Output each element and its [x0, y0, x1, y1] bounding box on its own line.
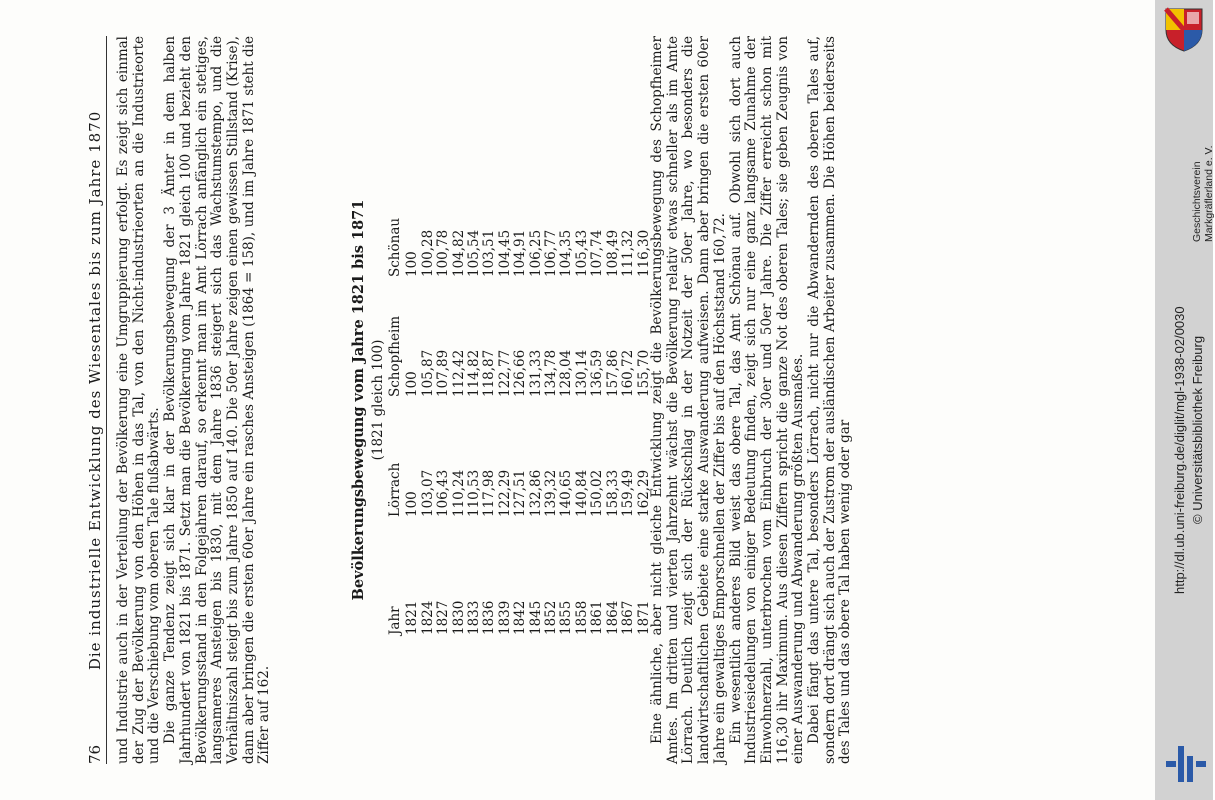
page-number: 76 [86, 744, 104, 764]
cell-schopfheim: 107,89 [435, 349, 452, 397]
header-schoenau: Schönau [387, 217, 403, 277]
paragraph-5: Dabei fängt das untere Tal, besonders Lörrach, nicht nur die Abwandernden des oberen Tales auf, sondern dort drängt sich auch der Zustrom der ausländischen Arbeiter zusammen. Die Höhen beiderseits des Tales und das obere Tal haben wenig oder gar [806, 36, 854, 764]
cell-year: 1839 [496, 600, 513, 635]
cell-year: 1861 [589, 600, 606, 635]
cell-loerrach: 110,53 [466, 469, 483, 517]
cell-schopfheim: 114,82 [466, 349, 483, 397]
cell-schoenau: 105,54 [466, 229, 483, 277]
cell-schopfheim: 126,66 [512, 349, 529, 397]
table-row [544, 197, 559, 635]
cell-loerrach: 127,51 [512, 469, 529, 517]
cell-loerrach: 122,29 [496, 469, 513, 517]
population-table [388, 197, 652, 635]
library-logo-icon [1164, 742, 1208, 786]
cell-loerrach: 140,65 [558, 469, 575, 517]
table-row [467, 197, 482, 635]
cell-schopfheim: 136,59 [589, 349, 606, 397]
permalink-url[interactable]: http://dl.ub.uni-freiburg.de/diglit/mgl-1938-02/0030 [1172, 306, 1187, 594]
cell-schopfheim: 134,78 [543, 349, 560, 397]
text-block-bottom [650, 36, 854, 764]
cell-loerrach: 110,24 [450, 469, 467, 517]
cell-year: 1827 [435, 600, 452, 635]
cell-schoenau: 104,91 [512, 229, 529, 277]
society-name-line1: Geschichtsverein [1191, 161, 1203, 242]
table-row [513, 197, 528, 635]
cell-schoenau: 106,77 [543, 229, 560, 277]
table-row [575, 197, 590, 635]
cell-year: 1858 [573, 600, 590, 635]
header-loerrach: Lörrach [387, 462, 403, 517]
table-header-row [388, 197, 405, 635]
cell-loerrach: 140,84 [573, 469, 590, 517]
table-subtitle: (1821 gleich 100) [370, 339, 386, 461]
table-row [421, 197, 436, 635]
cell-schoenau: 100,78 [435, 229, 452, 277]
cell-year: 1871 [635, 600, 652, 635]
cell-schopfheim: 122,77 [496, 349, 513, 397]
cell-schopfheim: 105,87 [419, 349, 436, 397]
cell-schoenau: 104,45 [496, 229, 513, 277]
paragraph-1: und Industrie auch in der Verteilung der Bevölkerung eine Umgruppierung erfolgt. Es zeigt sich einmal der Zug der Bevölkerung von den Höhen in das Tal, von den Nicht-industrieorten an die Industrieorte und die Verschiebung vom oberen Tale flußabwärts. [115, 36, 163, 764]
cell-loerrach: 150,02 [589, 469, 606, 517]
cell-year: 1821 [404, 600, 421, 635]
cell-loerrach: 132,86 [527, 469, 544, 517]
cell-year: 1833 [466, 600, 483, 635]
cell-schoenau: 100 [404, 251, 421, 277]
cell-schoenau: 105,43 [573, 229, 590, 277]
cell-year: 1864 [604, 600, 621, 635]
cell-schopfheim: 160,72 [620, 349, 637, 397]
cell-schoenau: 108,49 [604, 229, 621, 277]
society-name-line2: Markgräflerland e. V. [1203, 145, 1215, 242]
table-row [559, 197, 574, 635]
cell-schopfheim: 100 [404, 371, 421, 397]
cell-year: 1842 [512, 600, 529, 635]
cell-schoenau: 107,74 [589, 229, 606, 277]
cell-year: 1855 [558, 600, 575, 635]
cell-year: 1824 [419, 600, 436, 635]
cell-year: 1836 [481, 600, 498, 635]
cell-schopfheim: 130,14 [573, 349, 590, 397]
table-row [405, 197, 420, 635]
table-row [621, 197, 636, 635]
cell-schoenau: 103,51 [481, 229, 498, 277]
cell-schopfheim: 131,33 [527, 349, 544, 397]
cell-loerrach: 139,32 [543, 469, 560, 517]
table-title: Bevölkerungsbewegung vom Jahre 1821 bis 1871 [350, 199, 367, 601]
cell-schopfheim: 157,86 [604, 349, 621, 397]
table-row [452, 197, 467, 635]
table-row [482, 197, 497, 635]
table-row [436, 197, 451, 635]
coat-of-arms-icon [1160, 6, 1208, 52]
table-row [529, 197, 544, 635]
cell-schopfheim: 118,87 [481, 349, 498, 397]
page-header [82, 36, 104, 764]
table-row [590, 197, 605, 635]
text-block-top [116, 36, 273, 764]
cell-schoenau: 104,35 [558, 229, 575, 277]
cell-schoenau: 104,82 [450, 229, 467, 277]
header-schopfheim: Schopfheim [387, 315, 403, 397]
cell-loerrach: 158,33 [604, 469, 621, 517]
copyright-notice: © Universitätsbibliothek Freiburg [1190, 335, 1205, 524]
cell-schoenau: 116,30 [635, 229, 652, 277]
cell-loerrach: 103,07 [419, 469, 436, 517]
paragraph-4: Ein wesentlich anderes Bild weist das obere Tal, das Amt Schönau auf. Obwohl sich dort auch Industriesiedelungen von einiger Bedeutung finden, zeigt sich nur eine ganz langsame Zunahme der Einwohnerzahl, unterbrochen vom Einbruch der 30er und 50er Jahre. Die Ziffer erreicht schon mit 116,30 ihr Maximum. Aus diesen Ziffern spricht die ganze Not des oberen Tales; sie geben Zeugnis von einer Auswanderung und Abwanderung größten Ausmaßes. [727, 36, 807, 764]
running-title: Die industrielle Entwicklung des Wiesentales bis zum Jahre 1870 [86, 110, 104, 671]
cell-year: 1845 [527, 600, 544, 635]
cell-year: 1830 [450, 600, 467, 635]
table-row [498, 197, 513, 635]
cell-loerrach: 162,29 [635, 469, 652, 517]
cell-schopfheim: 128,04 [558, 349, 575, 397]
table-row [606, 197, 621, 635]
cell-loerrach: 100 [404, 491, 421, 517]
cell-year: 1852 [543, 600, 560, 635]
cell-schoenau: 106,25 [527, 229, 544, 277]
cell-loerrach: 159,49 [620, 469, 637, 517]
cell-loerrach: 117,98 [481, 469, 498, 517]
cell-schoenau: 100,28 [419, 229, 436, 277]
cell-year: 1867 [620, 600, 637, 635]
paragraph-2: Die ganze Tendenz zeigt sich klar in der Bevölkerungsbewegung der 3 Ämter in dem halben Jahrhundert von 1821 bis 1871. Setzt man die Bevölkerung vom Jahre 1821 gleich 100 und bezieht den Bevölkerungsstand in den Folgejahren darauf, so erkennt man im Amt Lörrach anfänglich ein stetiges, langsameres Ansteigen bis 1830, mit dem Jahre 1836 steigert sich das Wachstumstempo, und die Verhältniszahl steigt bis zum Jahre 1850 auf 140. Die 50er Jahre zeigen einen gewissen Stillstand (Krise), dann aber bringen die ersten 60er Jahre ein rasches Ansteigen (1864 = 158), und im Jahre 1871 steht die Ziffer auf 162. [162, 36, 273, 764]
cell-schopfheim: 112,42 [450, 349, 467, 397]
cell-schopfheim: 155,70 [635, 349, 652, 397]
header-rule [106, 36, 107, 764]
header-jahr: Jahr [387, 606, 403, 635]
cell-schoenau: 111,32 [620, 229, 637, 277]
cell-loerrach: 106,43 [435, 469, 452, 517]
paragraph-3: Eine ähnliche, aber nicht gleiche Entwicklung zeigt die Bevölkerungsbewegung des Schopfheimer Amtes. Im dritten und vierten Jahrzehnt wächst die Bevölkerung relativ etwas schneller als im Amte Lörrach. Deutlich zeigt sich der Rückschlag in der Notzeit der 50er Jahre, wo besonders die landwirtschaftlichen Gebiete eine starke Auswanderung aufweisen. Dann aber bringen die ersten 60er Jahre ein gewaltiges Emporschnellen der Ziffer bis auf den Höchststand 160,72. [649, 36, 728, 764]
